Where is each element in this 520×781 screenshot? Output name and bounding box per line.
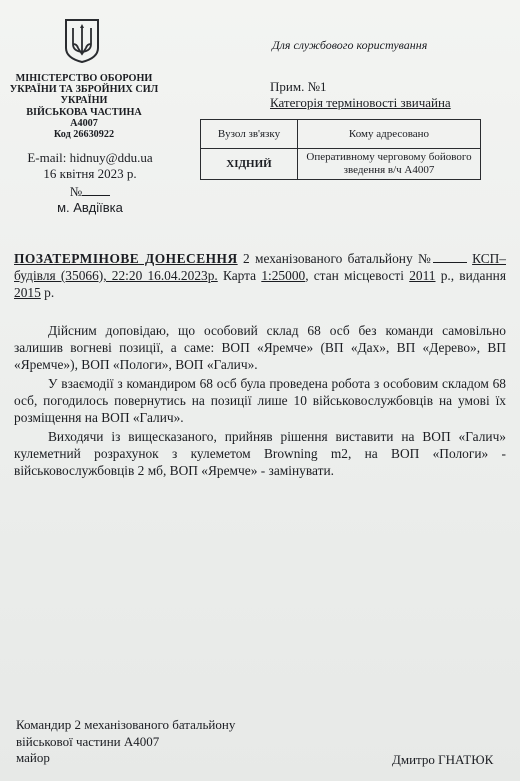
signature-rank: майор (16, 750, 50, 765)
report-paragraph: Виходячи із вищесказаного, прийняв рішення виставити на ВОП «Галич» кулеметний розрахунок з кулеметом Browning m2, на ВОП «Пологи» - військовослужбовців 2 мб, ВОП «Яремче» - замінувати. (14, 429, 506, 478)
year-suffix: р. (44, 285, 55, 300)
map-label: Карта (222, 268, 257, 283)
report-battalion: 2 механізованого батальйону № (242, 251, 433, 266)
report-paragraph: Дійсним доповідаю, що особовий склад 68 осб без команди самовільно залишив вогневі позиції, а саме: ВОП «Яремче» (ВП «Дах», ВП «Дерево», ВП «Яремче»), ВОП «Пологи», ВОП «Галич». (14, 323, 506, 372)
city-line: м. Авдіївка (57, 200, 123, 215)
table-header: Вузол зв'язку (201, 120, 298, 149)
ministry-line: МІНІСТЕРСТВО ОБОРОНИ (15, 73, 153, 84)
terrain-year: 2011 (409, 268, 436, 283)
ministry-line: ВІЙСЬКОВА ЧАСТИНА (26, 106, 142, 118)
number-label: № (69, 184, 83, 199)
ministry-line: А4007 (70, 117, 98, 129)
number-line (20, 184, 160, 199)
signature-position: Командир 2 механізованого батальйону (16, 717, 236, 732)
map-scale: 1:25000 (261, 268, 306, 283)
copy-number: Прим. №1 (270, 79, 327, 94)
table-cell: ХІДНИЙ (201, 149, 298, 180)
ministry-line: Код 26630922 (53, 129, 115, 141)
terrain-state-label: , стан місцевості (305, 268, 405, 283)
report-paragraph: У взаємодії з командиром 68 осб була проведена робота з особовим складом 68 осб, погодилось повернутись на позиції лише 10 військовослужбовців на умові їх розміщення на ВОП «Галич». (14, 376, 506, 425)
report-title: ПОЗАТЕРМІНОВЕ ДОНЕСЕННЯ (14, 251, 238, 266)
email-line: E-mail: hidnuy@ddu.ua (27, 150, 153, 165)
urgency-category: Категорія терміновості звичайна (270, 95, 451, 110)
date-line: 16 квітня 2023 р. (43, 166, 137, 181)
table-row (201, 149, 481, 180)
signature-unit: військової частини А4007 (16, 734, 160, 749)
routing-table (200, 119, 481, 180)
edition-year: 2015 (14, 285, 41, 300)
battalion-number-blank (433, 251, 467, 263)
ministry-line: УКРАЇНИ ТА ЗБРОЙНИХ СИЛ (9, 84, 159, 96)
service-use-label: Для службового користування (272, 38, 428, 52)
signer-name: Дмитро ГНАТЮК (392, 752, 494, 767)
edition-label: р., видання (440, 268, 506, 283)
ministry-line: УКРАЇНИ (60, 95, 108, 107)
table-cell: Оперативному черговому бойового зведення в/ч А4007 (298, 149, 481, 180)
trident-coat-of-arms-icon (64, 18, 100, 64)
number-blank (82, 184, 110, 196)
report-heading (14, 250, 506, 301)
ministry-block (4, 73, 164, 140)
report-ksp: КСП– будівля (35066), 22:20 16.04.2023р. (14, 251, 506, 283)
report-body (14, 322, 506, 479)
table-header: Кому адресовано (298, 120, 481, 149)
